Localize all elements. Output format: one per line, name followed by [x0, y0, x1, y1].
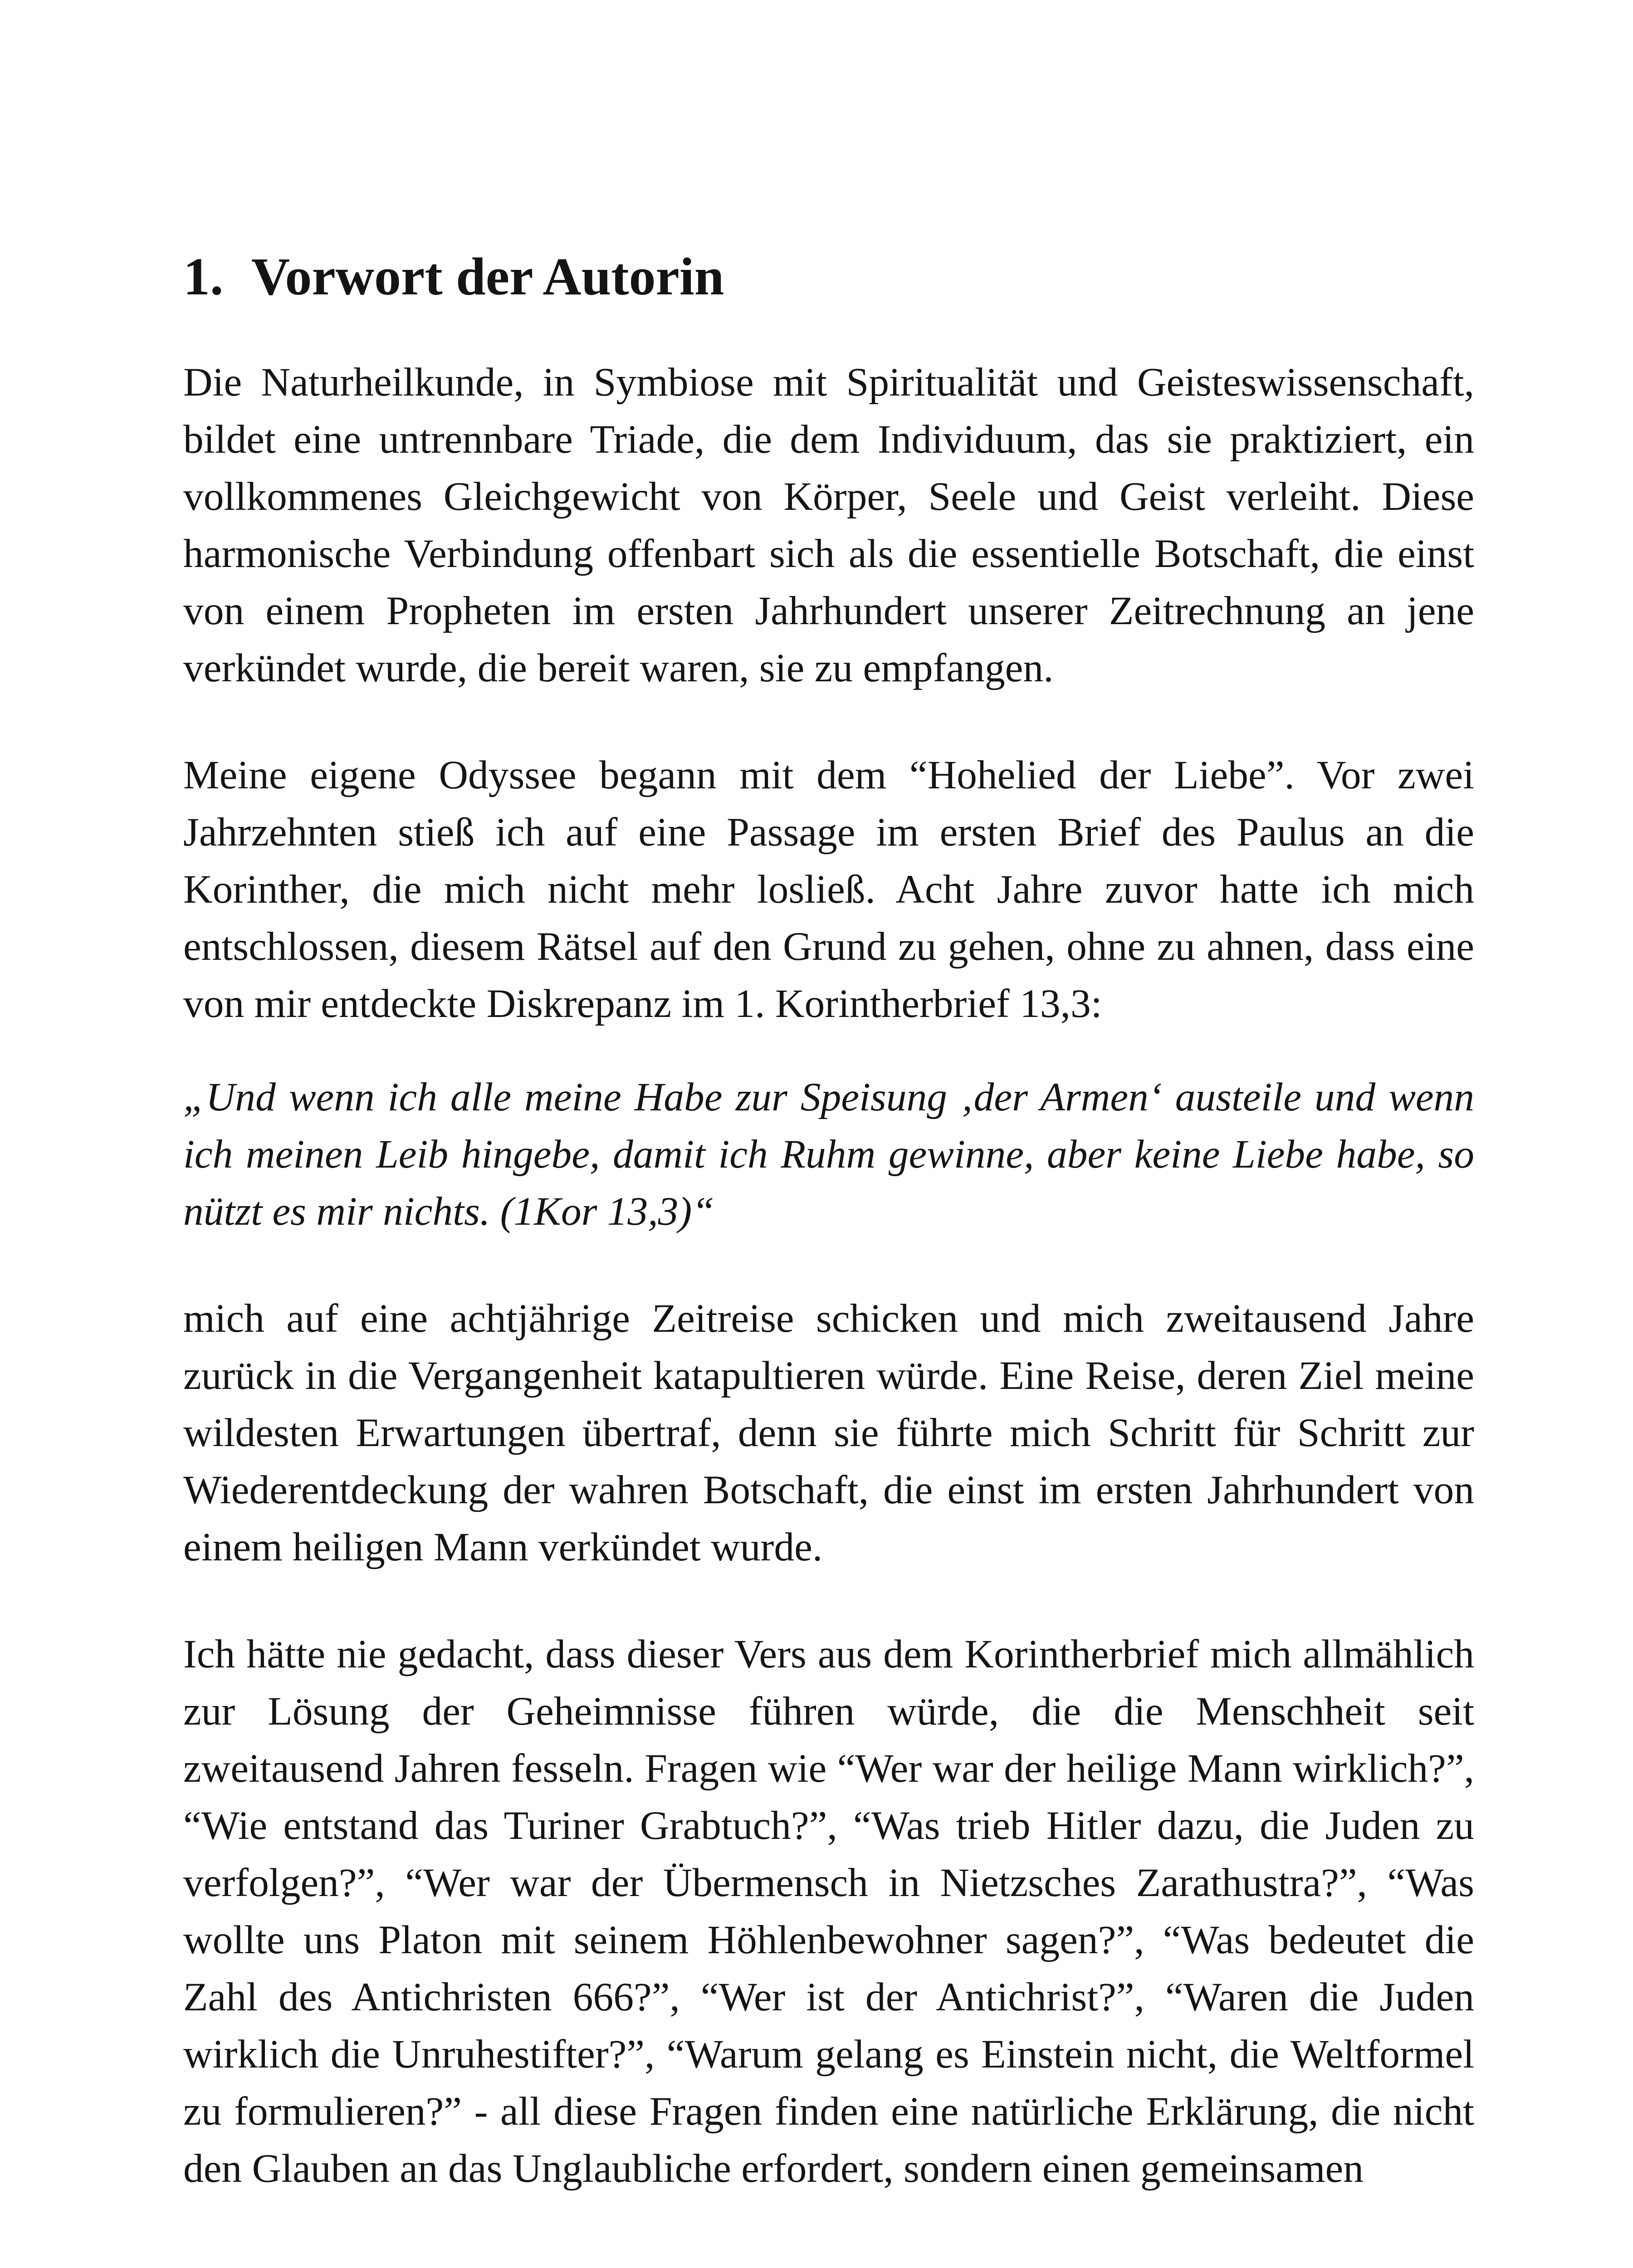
paragraph-odyssey: Meine eigene Odyssee begann mit dem “Hohelied der Liebe”. Vor zwei Jahrzehnten stieß ich auf eine Passage im ersten Brief des Paulus an die Korinther, die mich nicht mehr losließ. Acht Jahre zuvor hatte ich mich entschlossen, diesem Rätsel auf den Grund zu gehen, ohne zu ahnen, dass eine von mir entdeckte Diskrepanz im 1. Korintherbrief 13,3:	[183, 753, 1474, 1026]
chapter-title: Vorwort der Autorin	[251, 247, 724, 306]
document-page	[183, 245, 1474, 2197]
chapter-number: 1.	[183, 247, 224, 306]
paragraph-journey: mich auf eine achtjährige Zeitreise schicken und mich zweitausend Jahre zurück in die Vergangenheit katapultieren würde. Eine Reise, deren Ziel meine wildesten Erwartungen übertraf, denn sie führte mich Schritt für Schritt zur Wiederentdeckung der wahren Botschaft, die einst im ersten Jahrhundert von einem heiligen Mann verkündet wurde.	[183, 1296, 1474, 1569]
bible-quote: „Und wenn ich alle meine Habe zur Speisung ‚der Armen‘ austeile und wenn ich meinen Leib hingebe, damit ich Ruhm gewinne, aber keine Liebe habe, so nützt es mir nichts. (1Kor 13,3)“	[183, 1075, 1474, 1234]
paragraph-questions: Ich hätte nie gedacht, dass dieser Vers aus dem Korintherbrief mich allmählich zur Lösung der Geheimnisse führen würde, die die Menschheit seit zweitausend Jahren fesseln. Fragen wie “Wer war der heilige Mann wirklich?”, “Wie entstand das Turiner Grabtuch?”, “Was trieb Hitler dazu, die Juden zu verfolgen?”, “Wer war der Übermensch in Nietzsches Zarathustra?”, “Was wollte uns Platon mit seinem Höhlenbewohner sagen?”, “Was bedeutet die Zahl des Antichristen 666?”, “Wer ist der Antichrist?”, “Waren die Juden wirklich die Unruhestifter?”, “Warum gelang es Einstein nicht, die Weltformel zu formulieren?” - all diese Fragen finden eine natürliche Erklärung, die nicht den Glauben an das Unglaubliche erfordert, sondern einen gemeinsamen	[183, 1632, 1474, 2191]
paragraph-intro: Die Naturheilkunde, in Symbiose mit Spiritualität und Geisteswissenschaft, bildet eine untrennbare Triade, die dem Individuum, das sie praktiziert, ein vollkommenes Gleichgewicht von Körper, Seele und Geist verleiht. Diese harmonische Verbindung offenbart sich als die essentielle Botschaft, die einst von einem Propheten im ersten Jahrhundert unserer Zeitrechnung an jene verkündet wurde, die bereit waren, sie zu empfangen.	[183, 360, 1474, 690]
chapter-heading	[183, 245, 1474, 308]
